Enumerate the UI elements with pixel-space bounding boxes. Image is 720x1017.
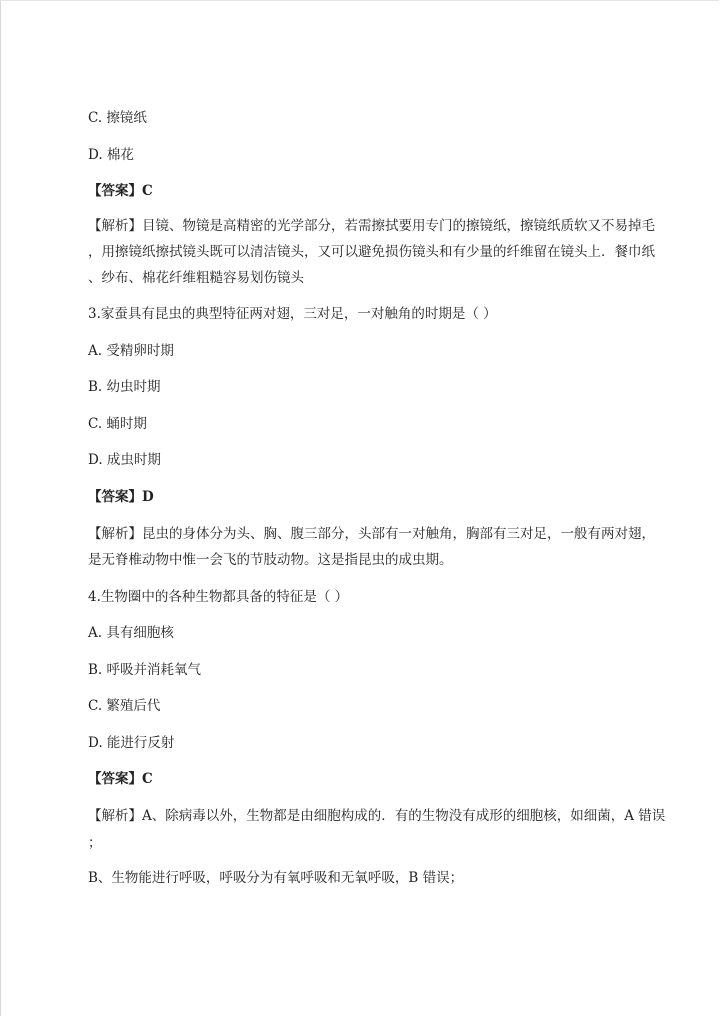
q3-analysis-line-2: 是无脊椎动物中惟一会飞的节肢动物。这是指昆虫的成虫期。: [88, 552, 453, 568]
q3-analysis-line-1: 【解析】昆虫的身体分为头、胸、腹三部分，头部有一对触角，胸部有三对足，一般有两对翅，: [88, 526, 655, 542]
q3-answer: 【答案】D: [88, 489, 154, 505]
q2-answer: 【答案】C: [88, 183, 153, 199]
q4-option-a: A. 具有细胞核: [88, 625, 174, 641]
q3-option-a: A. 受精卵时期: [88, 343, 174, 359]
q3-option-b: B. 幼虫时期: [88, 379, 161, 395]
q2-option-c: C. 擦镜纸: [88, 110, 147, 126]
q3-question: 3.家蚕具有昆虫的典型特征两对翅，三对足，一对触角的时期是（ ）: [88, 306, 497, 322]
q3-option-d: D. 成虫时期: [88, 452, 161, 468]
q4-analysis-line-2: ；: [88, 835, 102, 851]
q2-analysis-line-2: ，用擦镜纸擦拭镜头既可以清洁镜头，又可以避免损伤镜头和有少量的纤维留在镜头上．餐巾纸: [88, 244, 655, 260]
q4-option-d: D. 能进行反射: [88, 735, 175, 751]
q4-answer: 【答案】C: [88, 771, 153, 787]
q4-option-b: B. 呼吸并消耗氧气: [88, 662, 202, 678]
q4-analysis-line-3: B、生物能进行呼吸，呼吸分为有氧呼吸和无氧呼吸，B 错误；: [88, 870, 464, 886]
q2-analysis-line-1: 【解析】目镜、物镜是高精密的光学部分，若需擦拭要用专门的擦镜纸，擦镜纸质软又不易掉毛: [88, 218, 655, 234]
q2-analysis-line-3: 、纱布、棉花纤维粗糙容易划伤镜头: [88, 270, 304, 286]
q4-option-c: C. 繁殖后代: [88, 698, 161, 714]
q2-option-d: D. 棉花: [88, 147, 134, 163]
q3-option-c: C. 蛹时期: [88, 416, 147, 432]
q4-analysis-line-1: 【解析】A、除病毒以外，生物都是由细胞构成的．有的生物没有成形的细胞核，如细菌，A 错误: [88, 808, 666, 824]
q4-question: 4.生物圈中的各种生物都具备的特征是（ ）: [88, 589, 349, 605]
